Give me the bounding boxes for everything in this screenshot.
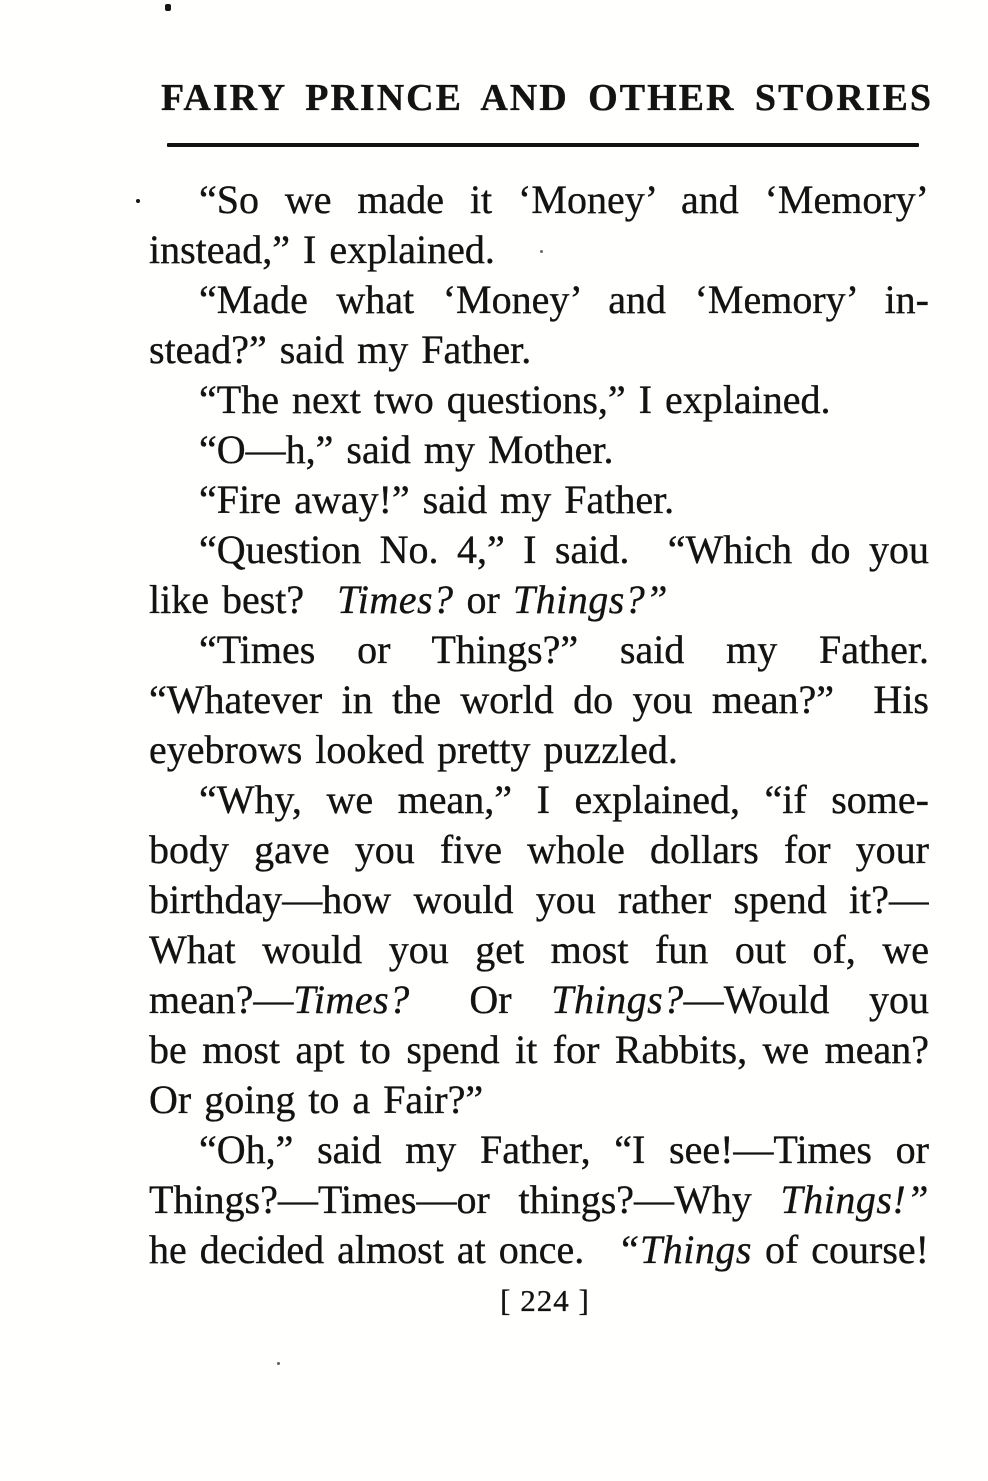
page-content (149, 77, 933, 1319)
text-line (149, 1025, 929, 1075)
text-segment: or (453, 577, 513, 622)
text-segment: “Made what ‘Money’ and ‘Memory’ in- (199, 277, 929, 322)
text-segment: Things? (551, 977, 684, 1022)
text-segment: like best? (149, 577, 338, 622)
text-segment: “Question No. 4,” I said. “Which do you (199, 527, 929, 572)
text-line (149, 1225, 929, 1275)
running-head: FAIRY PRINCE AND OTHER STORIES (161, 77, 933, 119)
text-line (149, 775, 929, 825)
text-segment: “O—h,” said my Mother. (199, 427, 614, 472)
text-segment: body gave you five whole dollars for your (149, 827, 929, 872)
scan-speck (540, 250, 543, 253)
text-line (149, 975, 929, 1025)
text-line (149, 425, 929, 475)
text-segment: of course! (751, 1227, 929, 1272)
page-number: [ 224 ] (500, 1283, 590, 1318)
text-line (149, 475, 929, 525)
text-segment: Things!” (780, 1177, 929, 1222)
header-rule (167, 143, 919, 147)
text-segment: instead,” I explained. (149, 227, 495, 272)
scan-speck (136, 199, 140, 203)
text-segment: Or going to a Fair?” (149, 1077, 484, 1122)
text-line (149, 225, 929, 275)
story-text (149, 175, 929, 1275)
text-segment: Times? (293, 977, 410, 1022)
text-line (149, 1125, 929, 1175)
text-segment: birthday—how would you rather spend it?— (149, 877, 929, 922)
text-line (149, 1175, 929, 1225)
text-segment: Things?” (512, 577, 669, 622)
text-segment: “Things (617, 1227, 752, 1272)
text-line (149, 275, 929, 325)
text-line (149, 875, 929, 925)
text-segment: “Whatever in the world do you mean?” His (149, 677, 929, 722)
scan-speck (277, 1362, 280, 1365)
text-segment: he decided almost at once. (149, 1227, 618, 1272)
text-line (149, 175, 929, 225)
text-segment: “Times or Things?” said my Father. (199, 627, 929, 672)
text-line (149, 375, 929, 425)
text-line (149, 925, 929, 975)
text-segment: —Would you (683, 977, 929, 1022)
text-segment: “Oh,” said my Father, “I see!—Times or (199, 1127, 929, 1172)
text-segment: Things?—Times—or things?—Why (149, 1177, 781, 1222)
text-segment: “The next two questions,” I explained. (199, 377, 831, 422)
text-segment: “Why, we mean,” I explained, “if some- (199, 777, 929, 822)
text-segment: mean?— (149, 977, 294, 1022)
text-segment: “So we made it ‘Money’ and ‘Memory’ (199, 177, 929, 222)
text-line (149, 325, 929, 375)
text-segment: stead?” said my Father. (149, 327, 532, 372)
text-segment: Times? (337, 577, 454, 622)
text-line (149, 575, 929, 625)
text-line (149, 725, 929, 775)
text-segment: eyebrows looked pretty puzzled. (149, 727, 678, 772)
text-line (149, 625, 929, 675)
text-segment: Or (409, 977, 552, 1022)
text-line (149, 825, 929, 875)
text-line (149, 525, 929, 575)
text-segment: “Fire away!” said my Father. (199, 477, 675, 522)
scan-speck (165, 4, 171, 11)
text-line (149, 1075, 929, 1125)
text-segment: be most apt to spend it for Rabbits, we mean? (149, 1027, 929, 1072)
text-line (149, 675, 929, 725)
text-segment: What would you get most fun out of, we (149, 927, 929, 972)
